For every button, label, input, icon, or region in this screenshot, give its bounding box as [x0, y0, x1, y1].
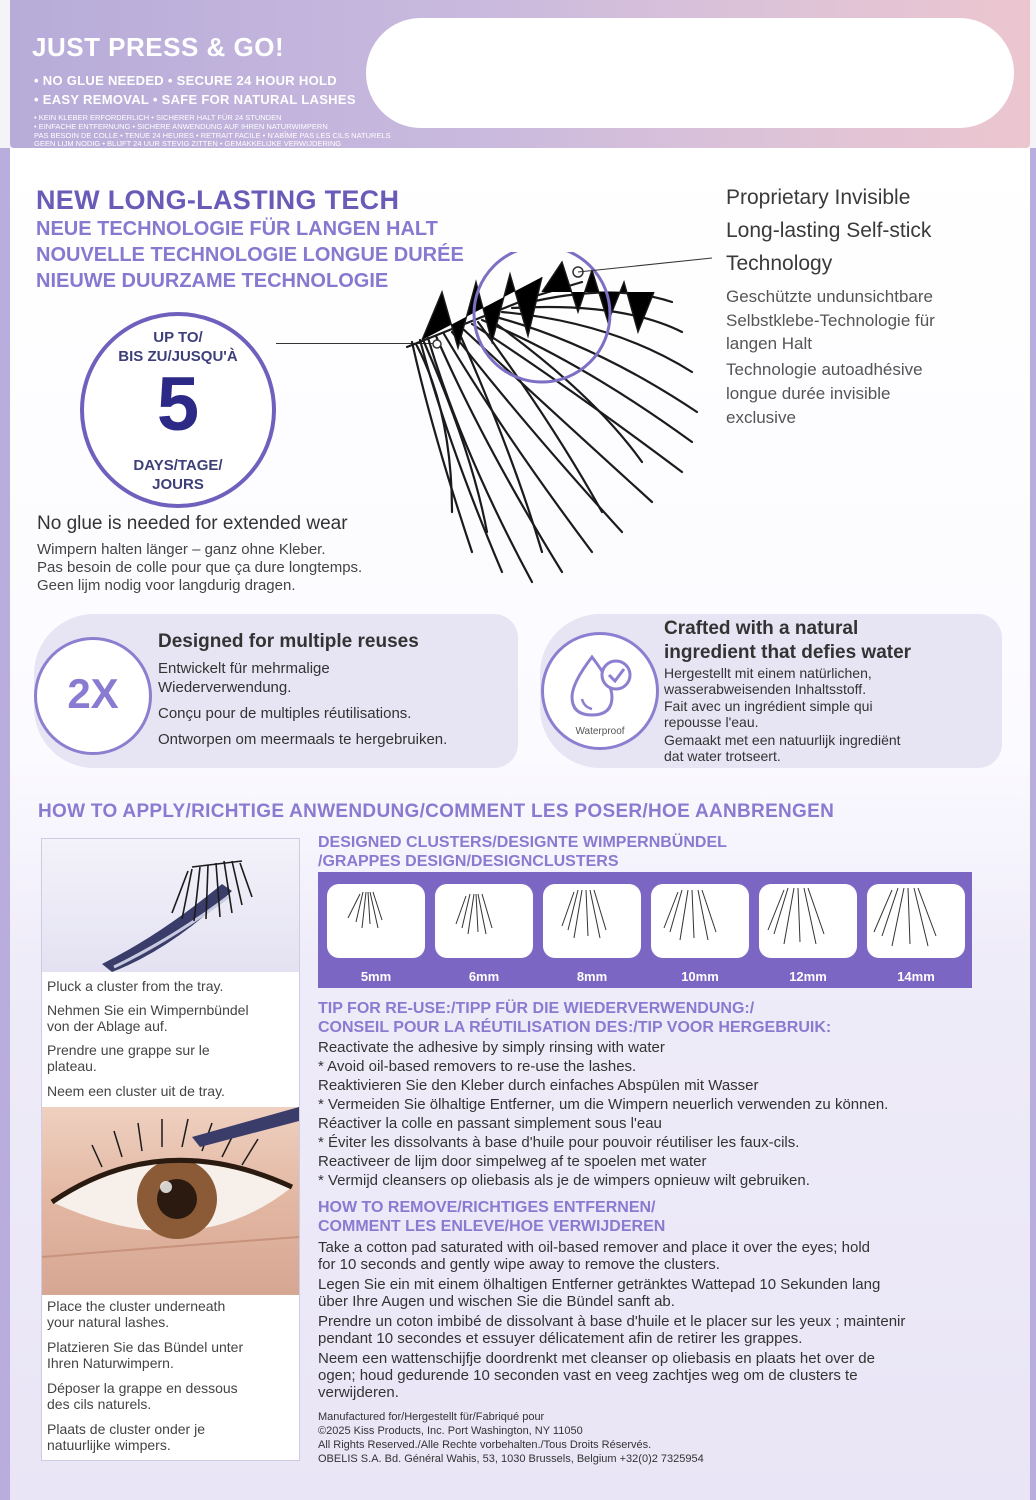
step1-de-line1: Nehmen Sie ein Wimpernbündel: [47, 1002, 249, 1018]
legal-text: [318, 1410, 704, 1466]
tip-line: * Éviter les dissolvants à base d'huile pour pouvoir réutiliser les faux-cils.: [318, 1134, 800, 1151]
reuse-fr: Conçu pour de multiples réutilisations.: [158, 705, 412, 722]
legal-line: OBELIS S.A. Bd. Général Wahis, 53, 1030 Brussels, Belgium +32(0)2 7325954: [318, 1453, 704, 1465]
tech-de-line3: langen Halt: [726, 334, 813, 353]
tech-title-line2: Long-lasting Self-stick: [726, 219, 932, 242]
noglue-title: No glue is needed for extended wear: [37, 513, 348, 534]
days-badge: [80, 312, 276, 508]
legal-line: Manufactured for/Hergestellt für/Fabriqué pour: [318, 1411, 545, 1423]
tip-title-line2: CONSEIL POUR LA RÉUTILISATION DES:/TIP VOOR HERGEBRUIK:: [318, 1019, 832, 1036]
remove-title-line1: HOW TO REMOVE/RICHTIGES ENTFERNEN/: [318, 1199, 656, 1216]
tip-title: [318, 999, 831, 1037]
clusters-title-line2: /GRAPPES DESIGN/DESIGNCLUSTERS: [318, 853, 619, 870]
tech-title-line1: Proprietary Invisible: [726, 186, 911, 209]
tab-small-line: • EINFACHE ENTFERNUNG • SICHERE ANWENDUNG AUF IHREN NATURWIMPERN: [34, 121, 328, 131]
step2-de-line2: Ihren Naturwimpern.: [47, 1355, 174, 1371]
remove-line: verwijderen.: [318, 1384, 399, 1401]
step2-nl-line2: natuurlijke wimpers.: [47, 1437, 171, 1453]
water-title-line2: ingredient that defies water: [664, 642, 912, 663]
clusters-title: [318, 833, 727, 871]
noglue-nl: Geen lijm nodig voor langdurig dragen.: [37, 577, 296, 594]
cluster-size-label: 6mm: [468, 969, 500, 984]
tip-line: * Vermeiden Sie ölhaltige Entferner, um die Wimpern neuerlich verwenden zu können.: [318, 1096, 889, 1113]
cluster-size-label: 10mm: [681, 969, 719, 984]
days-label-en-de: DAYS/TAGE/: [133, 457, 223, 474]
step2-en-line2: your natural lashes.: [47, 1314, 170, 1330]
step1-fr-line2: plateau.: [47, 1058, 97, 1074]
water-de-line1: Hergestellt mit einem natürlichen,: [664, 665, 872, 681]
tech-fr-line1: Technologie autoadhésive: [726, 360, 923, 379]
tab-small-line: PAS BESOIN DE COLLE • TENUE 24 HEURES • RETRAIT FACILE • N'ABÎME PAS LES CILS NATURELS: [34, 130, 391, 140]
waterproof-badge: [541, 632, 659, 750]
water-fr-line1: Fait avec un ingrédient simple qui: [664, 698, 873, 714]
remove-line: for 10 seconds and gently wipe away to remove the clusters.: [318, 1256, 720, 1273]
top-hang-tab: [10, 0, 1030, 148]
tech-title-line3: Technology: [726, 252, 833, 275]
remove-line: Take a cotton pad saturated with oil-based remover and place it over the eyes; hold: [318, 1239, 870, 1256]
tip-line: Réactiver la colle en passant simplement sous l'eau: [318, 1115, 662, 1132]
step1-de-line2: von der Ablage auf.: [47, 1018, 168, 1034]
step2-fr-line2: des cils naturels.: [47, 1396, 152, 1412]
tip-body: [318, 1039, 998, 1189]
step1-nl: Neem een cluster uit de tray.: [47, 1083, 225, 1099]
tip-line: Reaktivieren Sie den Kleber durch einfaches Abspülen mit Wasser: [318, 1077, 759, 1094]
clusters-title-line1: DESIGNED CLUSTERS/DESIGNTE WIMPERNBÜNDEL: [318, 834, 727, 851]
tech-de-line1: Geschützte undunsichtbare: [726, 287, 933, 306]
cluster-lash-drawings: [318, 872, 972, 988]
water-de-line2: wasserabweisenden Inhaltsstoff.: [664, 681, 867, 697]
noglue-de: Wimpern halten länger – ganz ohne Kleber.: [37, 541, 326, 558]
water-drop-icon: [566, 649, 636, 723]
hero-subtitle-fr: NOUVELLE TECHNOLOGIE LONGUE DURÉE: [36, 244, 464, 266]
hero-title: NEW LONG-LASTING TECH: [36, 185, 400, 215]
legal-line: All Rights Reserved./Alle Rechte vorbehalten./Tous Droits Réservés.: [318, 1439, 652, 1451]
remove-line: Legen Sie ein mit einem ölhaltigen Entferner getränktes Wattepad 10 Sekunden lang: [318, 1276, 881, 1293]
step1-en: Pluck a cluster from the tray.: [47, 978, 224, 994]
side-edge-left: [0, 148, 10, 1500]
step2-fr-line1: Déposer la grappe en dessous: [47, 1380, 238, 1396]
reuse-nl: Ontworpen om meermaals te hergebruiken.: [158, 731, 448, 748]
days-badge-label: [84, 456, 272, 494]
tab-small-line: • KEIN KLEBER ERFORDERLICH • SICHERER HALT FÜR 24 STUNDEN: [34, 113, 282, 122]
tech-fr-line2: longue durée invisible: [726, 384, 891, 403]
cluster-size-label: 14mm: [897, 969, 935, 984]
days-upto-en: UP TO/: [153, 329, 203, 346]
days-number: 5: [156, 362, 200, 447]
hang-hole: [366, 18, 1014, 128]
noglue-fr: Pas besoin de colle pour que ça dure longtemps.: [37, 559, 363, 576]
tip-line: * Vermijd cleansers op oliebasis als je de wimpers opnieuw wilt gebruiken.: [318, 1172, 810, 1189]
reuse-title: Designed for multiple reuses: [158, 631, 419, 652]
apply-steps-column: [41, 838, 300, 1461]
tip-line: Reactiveer de lijm door simpelweg af te spoelen met water: [318, 1153, 707, 1170]
remove-line: Prendre un coton imbibé de dissolvant à base d'huile et le placer sur les yeux ; maintenir: [318, 1313, 906, 1330]
tip-title-line1: TIP FOR RE-USE:/TIPP FÜR DIE WIEDERVERWENDUNG:/: [318, 1000, 755, 1017]
lash-cluster-illustration: [392, 252, 712, 592]
tip-line: * Avoid oil-based removers to re-use the lashes.: [318, 1058, 637, 1075]
reuse-de-line2: Wiederverwendung.: [158, 679, 292, 696]
waterproof-label: Waterproof: [575, 726, 625, 737]
apply-title: HOW TO APPLY/RICHTIGE ANWENDUNG/COMMENT LES POSER/HOE AANBRENGEN: [38, 801, 835, 822]
side-edge-right: [1030, 148, 1036, 1500]
step2-en-line1: Place the cluster underneath: [47, 1298, 226, 1314]
cluster-size-label: 5mm: [360, 969, 392, 984]
water-fr-line2: repousse l'eau.: [664, 714, 759, 730]
tip-line: Reactivate the adhesive by simply rinsing with water: [318, 1039, 665, 1056]
step1-fr-line1: Prendre une grappe sur le: [47, 1042, 210, 1058]
days-upto-de-fr: BIS ZU/JUSQU'À: [118, 348, 238, 365]
reuse-badge: [34, 637, 152, 755]
water-nl-line2: dat water trotseert.: [664, 748, 781, 764]
tab-small-line: GEEN LIJM NODIG • BLIJFT 24 UUR STEVIG ZITTEN • GEMAKKELIJKE VERWIJDERING: [34, 139, 342, 149]
legal-line: ©2025 Kiss Products, Inc. Port Washington, NY 11050: [318, 1425, 583, 1437]
water-nl-line1: Gemaakt met een natuurlijk ingrediënt: [664, 732, 901, 748]
tech-de-line2: Selbstklebe-Technologie für: [726, 311, 935, 330]
reuse-de-line1: Entwickelt für mehrmalige: [158, 660, 330, 677]
days-label-fr: JOURS: [152, 476, 204, 493]
reuse-badge-text: 2X: [67, 670, 119, 717]
remove-body: [318, 1239, 998, 1401]
step2-de-line1: Platzieren Sie das Bündel unter: [47, 1339, 244, 1355]
remove-line: über Ihre Augen und wischen Sie die Bündel sanft ab.: [318, 1293, 675, 1310]
tab-features-line1: • NO GLUE NEEDED • SECURE 24 HOUR HOLD: [34, 73, 337, 88]
remove-title-line2: COMMENT LES ENLEVE/HOE VERWIJDEREN: [318, 1218, 666, 1235]
remove-line: pendant 10 secondes et essuyer délicatement afin de retirer les grappes.: [318, 1330, 803, 1347]
cluster-size-label: 12mm: [789, 969, 827, 984]
cluster-size-label: 8mm: [576, 969, 608, 984]
hero-subtitle-de: NEUE TECHNOLOGIE FÜR LANGEN HALT: [36, 218, 438, 240]
remove-line: ogen; houd gedurende 10 seconden vast en veeg zachtjes weg om de clusters te: [318, 1367, 858, 1384]
remove-line: Neem een wattenschijfje doordrenkt met cleanser op oliebasis en plaats het over de: [318, 1350, 875, 1367]
hero-subtitle-nl: NIEUWE DUURZAME TECHNOLOGIE: [36, 270, 389, 292]
tab-title: JUST PRESS & GO!: [32, 32, 285, 62]
water-title-line1: Crafted with a natural: [664, 618, 859, 639]
step2-nl-line1: Plaats de cluster onder je: [47, 1421, 205, 1437]
tweezer-cluster-image: [42, 839, 299, 972]
tech-fr-line3: exclusive: [726, 408, 796, 427]
tab-features-line2: • EASY REMOVAL • SAFE FOR NATURAL LASHES: [34, 92, 356, 107]
clusters-bar: [318, 872, 972, 988]
eye-application-image: [42, 1107, 299, 1295]
remove-title: [318, 1198, 665, 1236]
